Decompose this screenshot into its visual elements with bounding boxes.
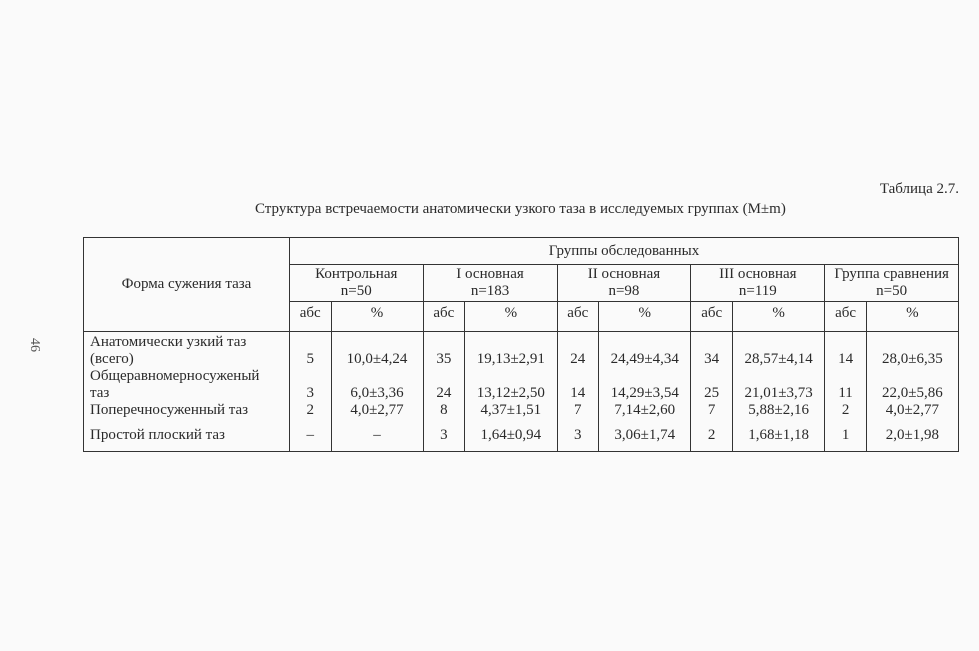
row-label — [84, 332, 290, 369]
row-header: Форма сужения таза — [84, 238, 290, 332]
group-name: I основная — [456, 266, 524, 282]
row-label-line: Простой плоский таз — [90, 426, 225, 443]
abs-cell: 2 — [691, 419, 733, 452]
group-name: Контрольная — [315, 266, 398, 282]
pct-cell: 2,0±1,98 — [866, 419, 958, 452]
pct-subheader: % — [465, 302, 557, 332]
pct-cell: 28,0±6,35 — [866, 332, 958, 369]
pct-cell: 28,57±4,14 — [732, 332, 824, 369]
group-name: III основная — [719, 266, 797, 282]
pct-cell: 1,64±0,94 — [465, 419, 557, 452]
abs-cell: 24 — [423, 368, 465, 402]
abs-cell: 34 — [691, 332, 733, 369]
group-header — [289, 265, 423, 302]
data-table — [83, 237, 959, 452]
row-label-line: таз — [90, 385, 110, 401]
group-header — [423, 265, 557, 302]
abs-cell: – — [289, 419, 331, 452]
abs-subheader: абс — [289, 302, 331, 332]
table-row — [84, 419, 959, 452]
pct-cell: 24,49±4,34 — [599, 332, 691, 369]
abs-cell: 2 — [825, 402, 867, 419]
table-caption: Структура встречаемости анатомически узкого таза в исследуемых группах (M±m) — [255, 201, 786, 217]
abs-cell: 2 — [289, 402, 331, 419]
abs-subheader: абс — [557, 302, 599, 332]
pct-cell: 4,37±1,51 — [465, 402, 557, 419]
pct-cell: 19,13±2,91 — [465, 332, 557, 369]
pct-cell: 14,29±3,54 — [599, 368, 691, 402]
pct-cell: 13,12±2,50 — [465, 368, 557, 402]
pct-cell: 1,68±1,18 — [732, 419, 824, 452]
row-label-line: Анатомически узкий таз — [90, 334, 247, 350]
page-number: 46 — [27, 338, 42, 352]
abs-subheader: абс — [691, 302, 733, 332]
group-count: n=183 — [470, 283, 510, 299]
abs-cell: 24 — [557, 332, 599, 369]
abs-cell: 3 — [557, 419, 599, 452]
pct-cell: 5,88±2,16 — [732, 402, 824, 419]
row-label — [84, 402, 290, 419]
abs-cell: 25 — [691, 368, 733, 402]
pct-subheader: % — [866, 302, 958, 332]
pct-cell: 22,0±5,86 — [866, 368, 958, 402]
pct-subheader: % — [599, 302, 691, 332]
row-label-line: Общеравномерносуженый — [90, 368, 260, 384]
row-label-line: Поперечносуженный таз — [90, 402, 249, 418]
row-label-line: (всего) — [90, 351, 134, 367]
abs-cell: 5 — [289, 332, 331, 369]
pct-cell: 10,0±4,24 — [331, 332, 423, 369]
abs-cell: 1 — [825, 419, 867, 452]
pct-cell: 3,06±1,74 — [599, 419, 691, 452]
group-header — [691, 265, 825, 302]
group-name: II основная — [587, 266, 661, 282]
pct-cell: 7,14±2,60 — [599, 402, 691, 419]
abs-cell: 7 — [557, 402, 599, 419]
group-count: n=50 — [340, 283, 372, 299]
pct-cell: 4,0±2,77 — [331, 402, 423, 419]
pct-subheader: % — [331, 302, 423, 332]
table-label: Таблица 2.7. — [879, 181, 959, 197]
abs-cell: 7 — [691, 402, 733, 419]
table-row — [84, 332, 959, 369]
abs-cell: 35 — [423, 332, 465, 369]
group-name: Группа сравнения — [834, 266, 949, 282]
abs-cell: 3 — [289, 368, 331, 402]
pct-subheader: % — [732, 302, 824, 332]
group-header — [557, 265, 691, 302]
group-count: n=98 — [608, 283, 640, 299]
abs-cell: 8 — [423, 402, 465, 419]
abs-subheader: абс — [825, 302, 867, 332]
row-label — [84, 419, 290, 452]
pct-cell: 4,0±2,77 — [866, 402, 958, 419]
row-label — [84, 368, 290, 402]
abs-cell: 14 — [557, 368, 599, 402]
abs-cell: 14 — [825, 332, 867, 369]
abs-cell: 3 — [423, 419, 465, 452]
group-count: n=119 — [738, 283, 777, 299]
groups-header: Группы обследованных — [289, 238, 958, 265]
group-header — [825, 265, 959, 302]
table-row — [84, 402, 959, 419]
table-row — [84, 368, 959, 402]
pct-cell: – — [331, 419, 423, 452]
pct-cell: 21,01±3,73 — [732, 368, 824, 402]
abs-cell: 11 — [825, 368, 867, 402]
group-count: n=50 — [876, 283, 908, 299]
abs-subheader: абс — [423, 302, 465, 332]
pct-cell: 6,0±3,36 — [331, 368, 423, 402]
